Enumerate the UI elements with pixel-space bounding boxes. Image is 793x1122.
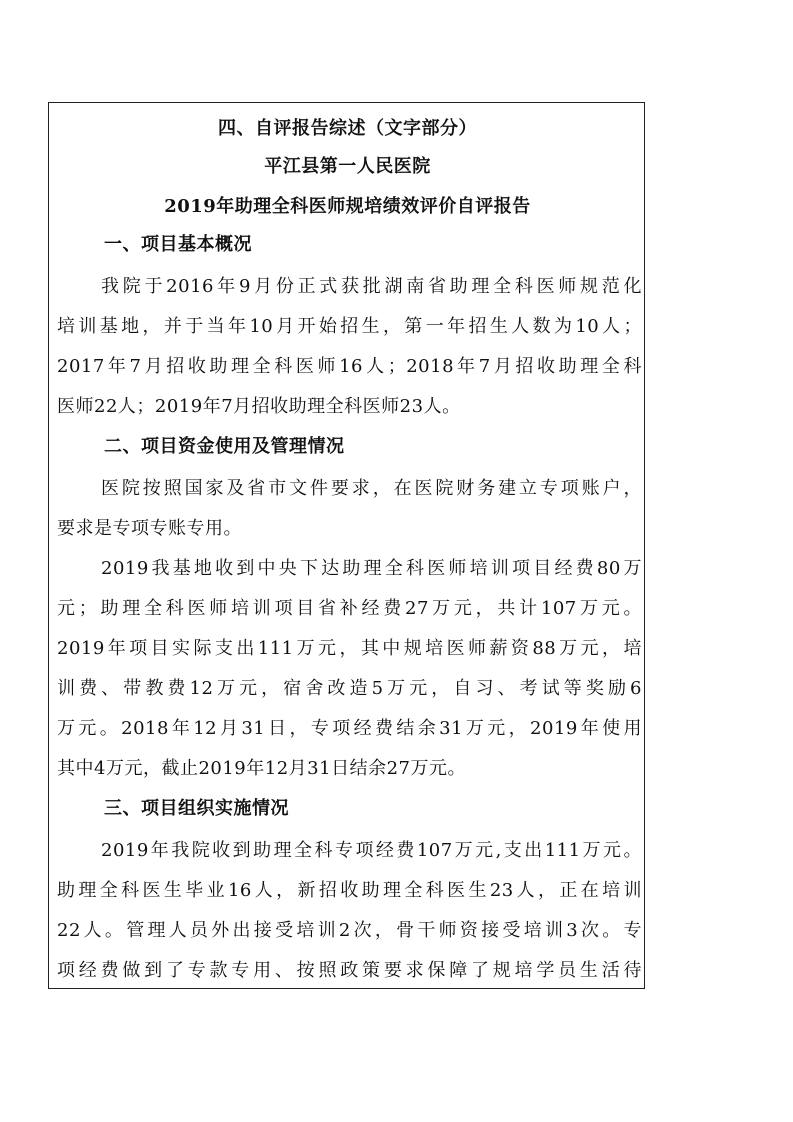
section-3-title: 三、项目组织实施情况 — [104, 798, 289, 819]
paragraph-line: 2019年项目实际支出111万元，其中规培医师薪资88万元，培 — [57, 638, 642, 659]
paragraph-line: 万元。2018年12月31日，专项经费结余31万元，2019年使用 — [57, 718, 642, 739]
paragraph-line: 元；助理全科医师培训项目省补经费27万元，共计107万元。 — [57, 598, 642, 619]
paragraph-line: 2019我基地收到中央下达助理全科医师培训项目经费80万 — [101, 558, 642, 579]
paragraph-line: 要求是专项专账专用。 — [57, 518, 242, 539]
paragraph-line: 医院按照国家及省市文件要求，在医院财务建立专项账户， — [101, 478, 642, 499]
section-2-title: 二、项目资金使用及管理情况 — [104, 436, 345, 457]
section-heading: 四、自评报告综述（文字部分） — [218, 118, 477, 139]
paragraph-line: 项经费做到了专款专用、按照政策要求保障了规培学员生活待 — [57, 960, 642, 981]
report-frame — [48, 102, 645, 989]
section-1-title: 一、项目基本概况 — [104, 234, 252, 255]
paragraph-line: 我院于2016年9月份正式获批湖南省助理全科医师规范化 — [101, 276, 642, 297]
paragraph-line: 2017年7月招收助理全科医师16人；2018年7月招收助理全科 — [57, 356, 642, 377]
paragraph-line: 2019年我院收到助理全科专项经费107万元,支出111万元。 — [101, 840, 642, 861]
report-title: 2019年助理全科医师规培绩效评价自评报告 — [164, 196, 531, 217]
paragraph-line: 医师22人；2019年7月招收助理全科医师23人。 — [57, 396, 461, 417]
paragraph-line: 助理全科医生毕业16人，新招收助理全科医生23人，正在培训 — [57, 880, 642, 901]
paragraph-line: 培训基地，并于当年10月开始招生，第一年招生人数为10人； — [57, 316, 642, 337]
paragraph-line: 22人。管理人员外出接受培训2次，骨干师资接受培训3次。专 — [57, 920, 642, 941]
paragraph-line: 其中4万元，截止2019年12月31日结余27万元。 — [57, 758, 466, 779]
hospital-name: 平江县第一人民医院 — [264, 156, 431, 177]
paragraph-line: 训费、带教费12万元，宿舍改造5万元，自习、考试等奖励6 — [57, 678, 642, 699]
